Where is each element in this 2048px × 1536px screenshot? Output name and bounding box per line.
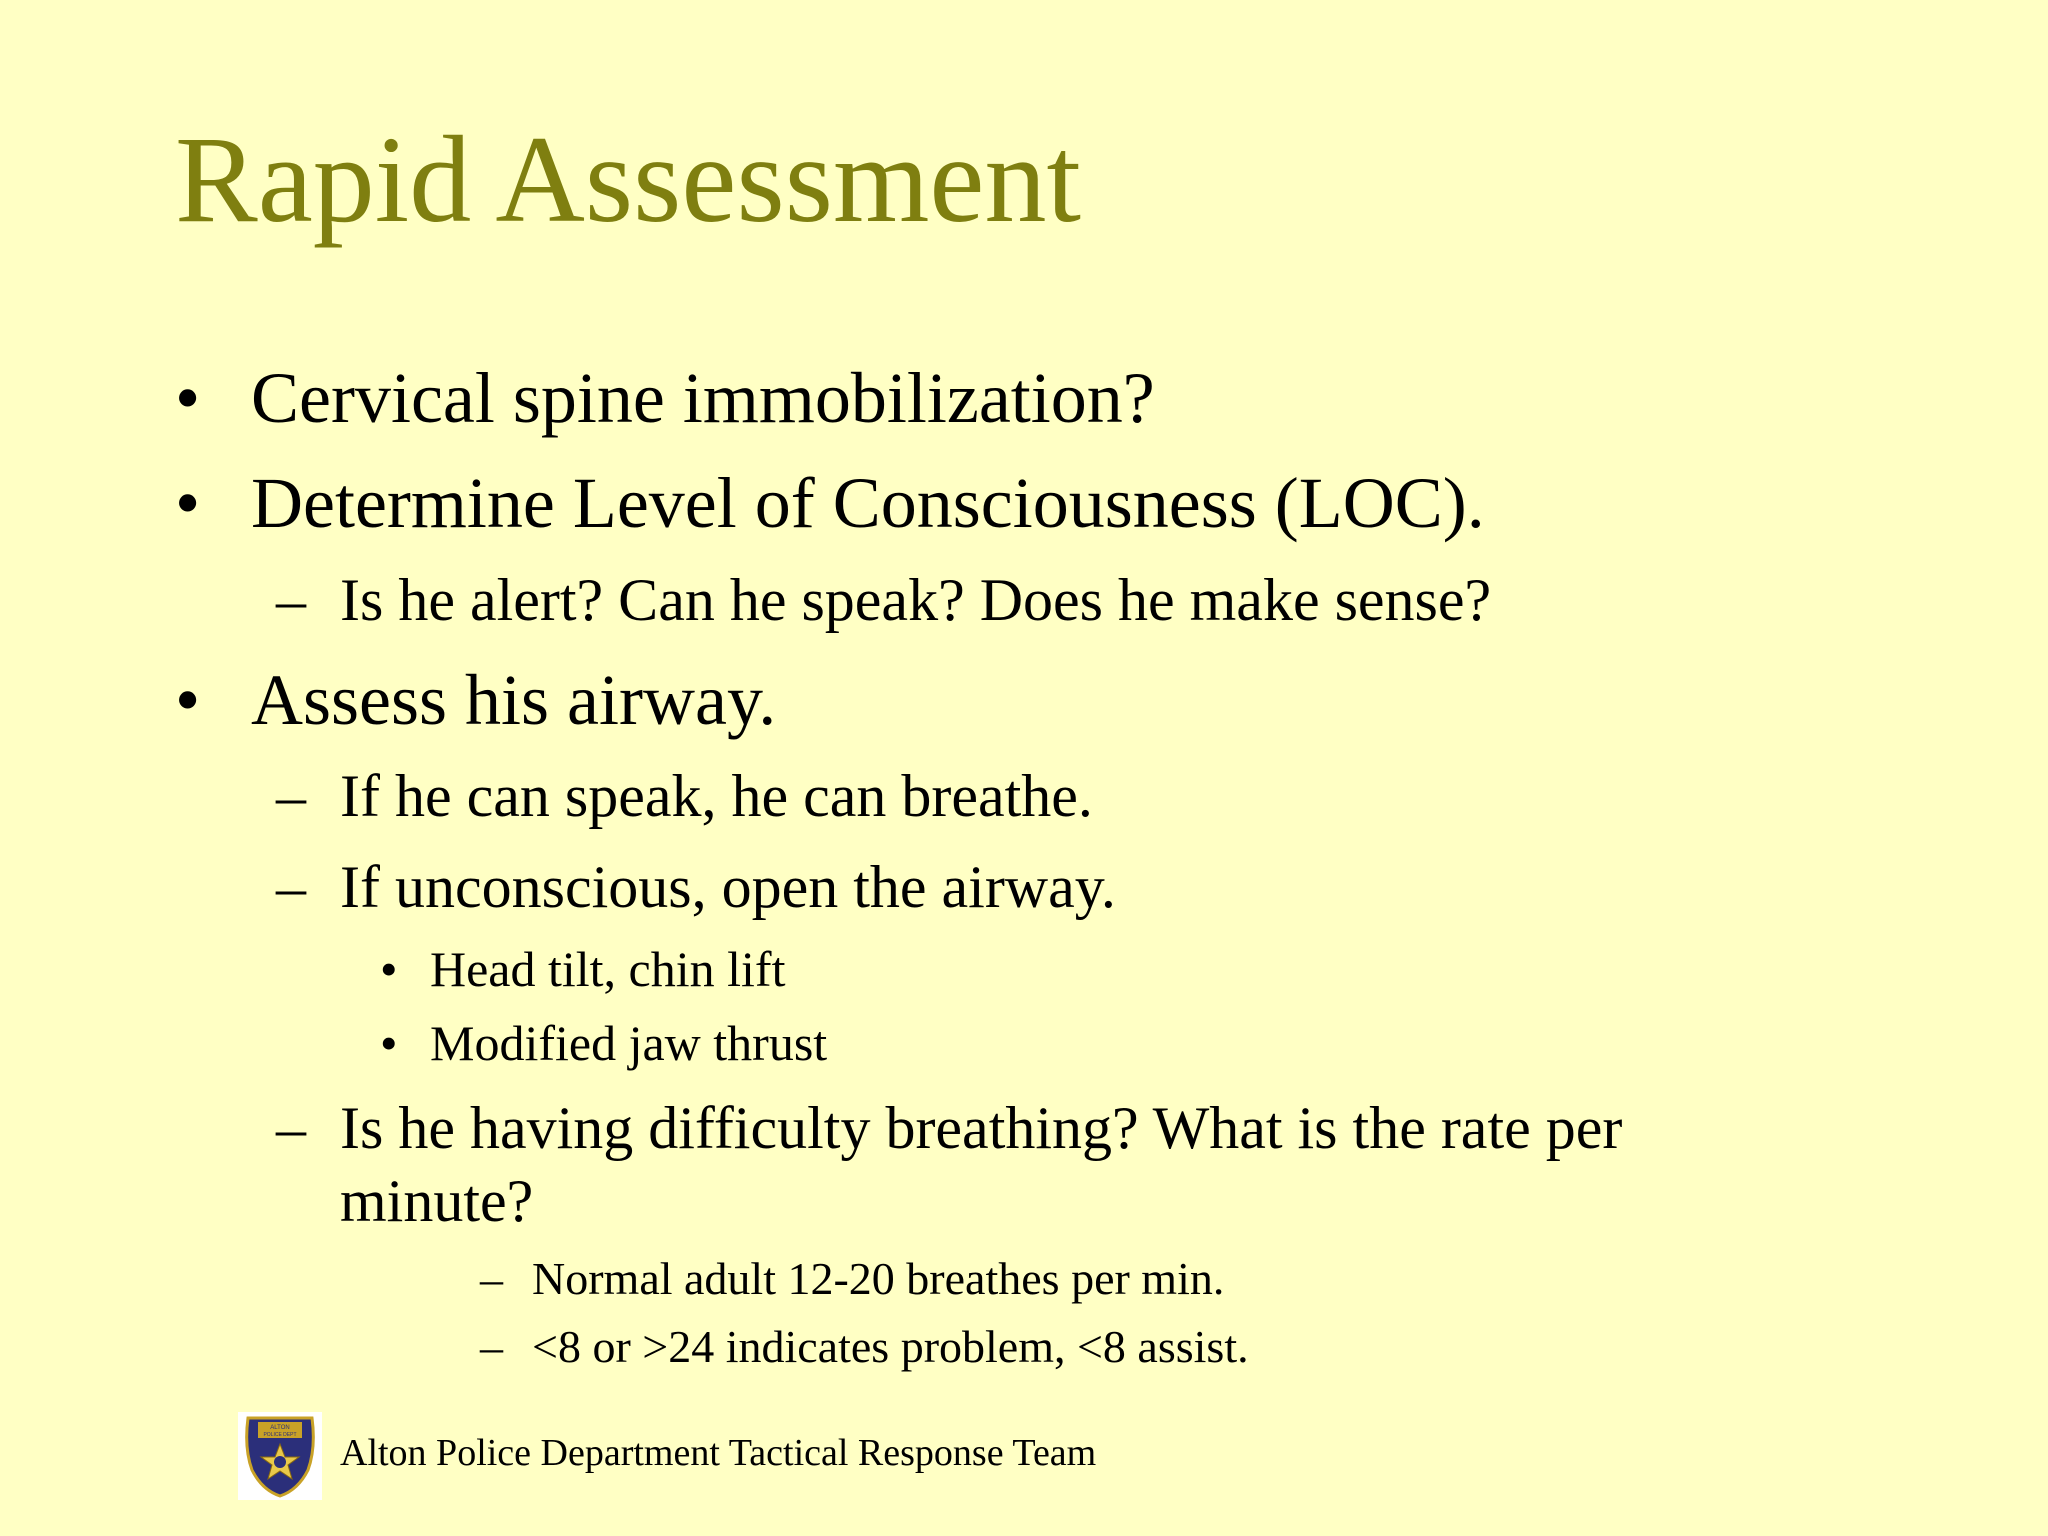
bullet-text: Is he alert? Can he speak? Does he make sense? — [340, 567, 1492, 633]
dash-marker: – — [480, 1253, 503, 1304]
badge-label-mid: POLICE DEPT — [263, 1432, 297, 1438]
bullet-text: Cervical spine immobilization? — [251, 358, 1155, 438]
bullet-text: <8 or >24 indicates problem, <8 assist. — [532, 1321, 1249, 1372]
dash-marker: – — [276, 567, 306, 633]
bullet-text: Determine Level of Consciousness (LOC). — [251, 463, 1485, 543]
bullet-text: Assess his airway. — [251, 660, 777, 740]
dash-marker: – — [276, 1095, 306, 1161]
police-badge-logo — [238, 1412, 322, 1500]
bullet-marker: • — [175, 463, 201, 543]
dash-marker: – — [276, 854, 306, 920]
bullet-text: If he can speak, he can breathe. — [340, 763, 1093, 829]
bullet-text: Head tilt, chin lift — [430, 941, 786, 997]
slide-title: Rapid Assessment — [175, 111, 1081, 248]
badge-label-top: ALTON — [270, 1425, 290, 1431]
footer-text: Alton Police Department Tactical Response Team — [340, 1432, 1097, 1474]
bullet-text: Modified jaw thrust — [430, 1015, 828, 1071]
badge-icon — [238, 1412, 322, 1500]
bullet-text: If unconscious, open the airway. — [340, 854, 1116, 920]
bullet-marker: • — [175, 358, 201, 438]
bullet-text: Is he having difficulty breathing? What is the rate per — [340, 1095, 1623, 1161]
dash-marker: – — [276, 763, 306, 829]
bullet-marker: • — [175, 660, 201, 740]
dash-marker: – — [480, 1321, 503, 1372]
bullet-marker: • — [380, 1015, 398, 1071]
bullet-text: Normal adult 12-20 breathes per min. — [532, 1253, 1225, 1304]
bullet-marker: • — [380, 941, 398, 997]
bullet-text-continued: minute? — [340, 1168, 534, 1234]
